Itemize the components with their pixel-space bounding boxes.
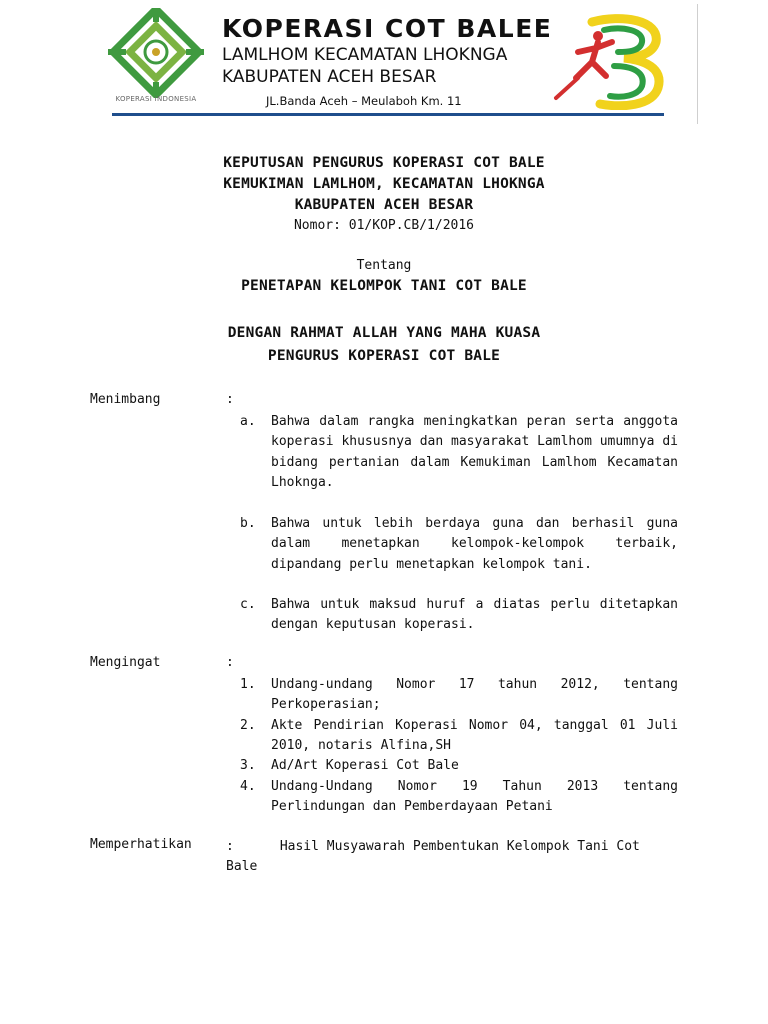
list-item xyxy=(240,777,678,818)
koperasi-indonesia-logo-icon xyxy=(100,8,212,116)
memperhatikan-colon: : xyxy=(226,839,234,854)
list-item xyxy=(240,412,678,493)
list-marker: b. xyxy=(240,516,256,531)
list-item-text: Undang-Undang Nomor 19 Tahun 2013 tentang Perlindungan dan Pemberdayaan Petani xyxy=(271,779,678,815)
mengingat-label: Mengingat xyxy=(90,655,161,670)
cooperative-name: KOPERASI COT BALEE xyxy=(222,14,553,43)
list-item xyxy=(240,756,678,776)
letterhead-line-1: LAMLHOM KECAMATAN LHOKNGA xyxy=(222,45,508,65)
decree-number: Nomor: 01/KOP.CB/1/2016 xyxy=(293,218,474,233)
list-marker: 2. xyxy=(240,718,256,733)
memperhatikan-label: Memperhatikan xyxy=(90,837,192,852)
list-marker: a. xyxy=(240,414,256,429)
list-item-text: Akte Pendirian Koperasi Nomor 04, tanggal 01 Juli 2010, notaris Alfina,SH xyxy=(271,718,678,754)
letterhead-text xyxy=(222,14,552,108)
list-marker: 4. xyxy=(240,779,256,794)
logo-caption: KOPERASI INDONESIA xyxy=(115,95,197,103)
invocation-line-2: PENGURUS KOPERASI COT BALE xyxy=(267,348,501,364)
page-edge-line xyxy=(697,4,698,124)
memperhatikan-text: Hasil Musyawarah Pembentukan Kelompok Tani Cot Bale xyxy=(226,839,640,875)
decree-title-line-2: KEMUKIMAN LAMLHOM, KECAMATAN LHOKNGA xyxy=(223,176,545,192)
list-item-text: Ad/Art Koperasi Cot Bale xyxy=(271,758,459,773)
list-item-text: Bahwa dalam rangka meningkatkan peran serta anggota koperasi khususnya dan masyarakat Lamlhom umumnya di bidang pertanian dalam Kemukiman Lamlhom Kecamatan Lhoknga. xyxy=(271,414,678,490)
list-item-text: Bahwa untuk maksud huruf a diatas perlu ditetapkan dengan keputusan koperasi. xyxy=(271,597,678,633)
list-item-text: Undang-undang Nomor 17 tahun 2012, tentang Perkoperasian; xyxy=(271,677,678,713)
koperasi-cot-balee-logo-icon xyxy=(552,12,670,110)
list-item xyxy=(240,675,678,716)
memperhatikan-block xyxy=(226,837,656,878)
decree-title-line-3: KABUPATEN ACEH BESAR xyxy=(294,197,474,213)
list-item xyxy=(240,595,678,636)
menimbang-colon: : xyxy=(226,392,234,407)
list-marker: 1. xyxy=(240,677,256,692)
menimbang-label: Menimbang xyxy=(90,392,161,407)
list-marker: c. xyxy=(240,597,256,612)
list-item-text: Bahwa untuk lebih berdaya guna dan berhasil guna dalam menetapkan kelompok-kelompok terbaik, dipandang perlu menetapkan kelompok tani. xyxy=(271,516,678,572)
invocation-line-1: DENGAN RAHMAT ALLAH YANG MAHA KUASA xyxy=(227,325,541,341)
tentang-label: Tentang xyxy=(356,258,412,273)
letterhead-line-2: KABUPATEN ACEH BESAR xyxy=(222,67,437,87)
decree-subject: PENETAPAN KELOMPOK TANI COT BALE xyxy=(241,278,527,294)
mengingat-colon: : xyxy=(226,655,234,670)
list-item xyxy=(240,514,678,575)
letterhead-rule xyxy=(112,113,664,116)
decree-title-line-1: KEPUTUSAN PENGURUS KOPERASI COT BALE xyxy=(223,155,545,171)
list-item xyxy=(240,716,678,757)
list-marker: 3. xyxy=(240,758,256,773)
letterhead-address: JL.Banda Aceh – Meulaboh Km. 11 xyxy=(266,94,462,108)
